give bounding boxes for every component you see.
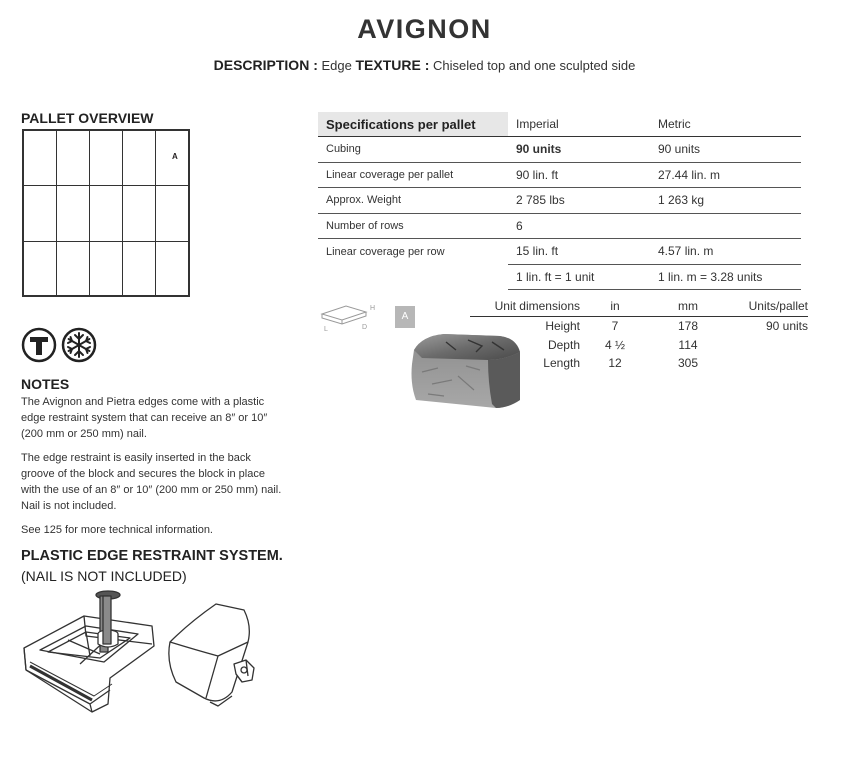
pallet-cell [89,185,123,242]
table-row [318,162,801,188]
description-line [0,57,849,73]
spec-imperial: 1 lin. ft = 1 unit [508,264,650,290]
pallet-cell [23,185,57,242]
specs-table [318,112,801,290]
specs-header-cell: Imperial [508,112,650,137]
dims-header-row [470,296,808,317]
table-row [318,213,801,239]
dim-in: 12 [608,356,622,371]
pallet-cell [56,185,90,242]
dim-mm: 114 [678,337,698,352]
snowflake-icon [63,329,95,361]
spec-imperial: 6 [508,213,650,239]
pallet-cell [56,241,90,296]
table-row [318,264,801,290]
page-title: AVIGNON [357,14,492,44]
restraint-subtitle: (NAIL IS NOT INCLUDED) [21,568,187,584]
spec-metric: 1 lin. m = 3.28 units [650,264,801,290]
texture-label: TEXTURE : [355,57,430,73]
dim-mm: 178 [677,319,699,334]
pallet-cell [89,241,123,296]
restraint-title: PLASTIC EDGE RESTRAINT SYSTEM. [21,548,283,564]
dim-letter-l: L [324,326,328,333]
pallet-diagram [22,129,190,297]
dim-letter-h: H [370,305,376,312]
block-drawing [169,604,254,706]
pallet-overview-title: PALLET OVERVIEW [21,110,154,126]
notes-title: NOTES [21,376,70,392]
spec-metric: 4.57 lin. m [650,239,801,265]
pallet-cell [89,130,123,186]
dims-header-cell: in [586,296,644,317]
table-row [470,336,808,355]
pallet-cell [155,241,189,296]
table-row [318,137,801,163]
restraint-tray-drawing [24,616,154,712]
dim-units [732,354,808,373]
spec-metric: 90 units [650,137,801,163]
spec-imperial: 2 785 lbs [508,188,650,214]
dims-header-cell: Units/pallet [732,296,808,317]
spec-imperial: 15 lin. ft [508,239,650,265]
unit-badge: A [395,306,415,328]
dims-header-cell: mm [644,296,732,317]
dim-label: Height [545,319,580,334]
dims-header-cell: Unit dimensions [470,296,586,317]
table-row [470,354,808,373]
notes-paragraph: The edge restraint is easily inserted in the back groove of the block and secures the block in place with the use of an 8″ or 10″ (200 mm or 250 mm) nail. Nail is not included. [21,452,282,512]
spec-metric [650,213,801,239]
t-symbol-icon [23,329,55,361]
description-value: Edge [321,58,352,73]
pallet-cell [23,130,57,186]
pallet-cell [122,130,156,186]
texture-value: Chiseled top and one sculpted side [433,58,636,73]
notes-paragraph: The Avignon and Pietra edges come with a plastic edge restraint system that can receive an 8″ or 10″ (200 mm or 250 mm) nail. [21,396,268,440]
dim-letter-d: D [362,324,368,331]
dim-in: 4 ½ [604,337,625,352]
spec-label: Linear coverage per row [326,245,445,258]
spec-label: Cubing [318,137,508,163]
spec-imperial: 90 units [508,137,650,163]
description-label: DESCRIPTION : [213,57,318,73]
specs-header-row [318,112,801,137]
dimension-diagram [318,298,382,334]
pallet-cell [122,185,156,242]
spec-metric: 27.44 lin. m [650,162,801,188]
dim-units [732,336,808,355]
dim-label: Depth [547,337,580,352]
spec-label: Approx. Weight [318,188,508,214]
pallet-cell [122,241,156,296]
spec-metric: 1 263 kg [650,188,801,214]
notes-paragraph: See 125 for more technical information. [21,524,213,536]
dim-label: Length [543,356,580,371]
table-row [318,239,801,265]
pallet-cell [56,130,90,186]
pallet-cell [155,185,189,242]
specs-header-cell: Metric [650,112,801,137]
spec-imperial: 90 lin. ft [508,162,650,188]
edge-restraint-illustration [20,586,290,716]
dim-mm: 305 [677,356,699,371]
dimensions-table [470,296,808,373]
table-row [318,188,801,214]
spec-label: Number of rows [318,213,508,239]
dim-in: 7 [611,319,619,334]
specs-header-cell: Specifications per pallet [318,112,508,137]
dim-units: 90 units [765,319,808,334]
product-icons [21,327,99,365]
pallet-cell [23,241,57,296]
table-row [470,317,808,336]
spec-label [318,264,508,290]
spec-label: Linear coverage per pallet [318,162,508,188]
pallet-marker: A [172,152,178,161]
